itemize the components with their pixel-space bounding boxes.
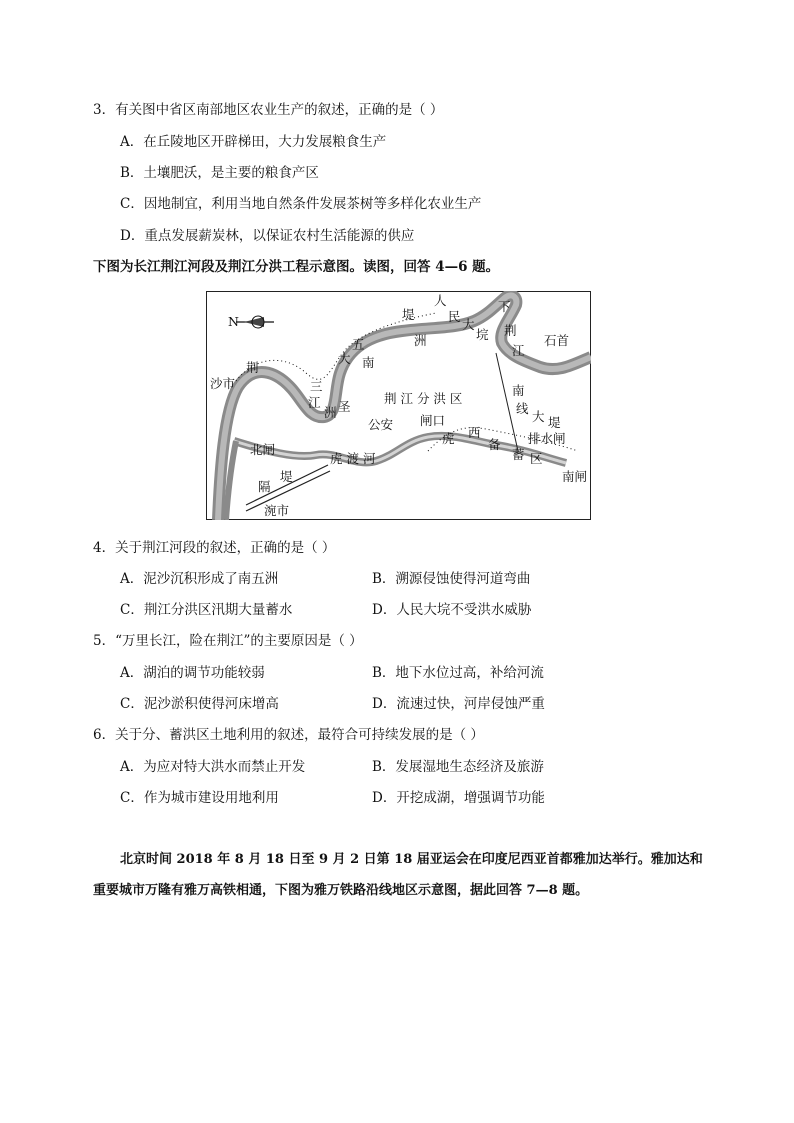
svg-text:民: 民 — [448, 309, 461, 324]
q5-option-c: C．泥沙淤积使得河床增高 — [120, 696, 279, 712]
svg-text:堤: 堤 — [280, 469, 293, 484]
svg-text:西: 西 — [468, 425, 481, 440]
svg-text:圣: 圣 — [338, 399, 351, 414]
svg-text:虎: 虎 — [442, 431, 455, 446]
svg-text:五: 五 — [352, 337, 365, 352]
q3-option-a: A．在丘陵地区开辟梯田，大力发展粮食生产 — [120, 134, 387, 150]
q4-stem: 4．关于荆江河段的叙述，正确的是（ ） — [93, 540, 336, 556]
svg-text:南: 南 — [512, 383, 525, 398]
label-beizha: 北闸 — [250, 442, 276, 457]
svg-text:堤: 堤 — [402, 307, 415, 322]
svg-text:大: 大 — [532, 409, 545, 424]
q3-option-b: B．土壤肥沃，是主要的粮食产区 — [120, 165, 319, 181]
q5-option-a: A．湖泊的调节功能较弱 — [120, 665, 265, 681]
q6-stem: 6．关于分、蓄洪区土地利用的叙述，最符合可持续发展的是（ ） — [93, 727, 484, 743]
q3-stem: 3．有关图中省区南部地区农业生产的叙述，正确的是（ ） — [93, 102, 444, 118]
q5-option-d: D．流速过快，河岸侵蚀严重 — [372, 696, 545, 712]
svg-text:蓄: 蓄 — [512, 447, 525, 462]
intro-q4-6: 下图为长江荆江河段及荆江分洪工程示意图。读图，回答 4—6 题。 — [93, 259, 500, 275]
label-gongan: 公安 — [368, 417, 394, 432]
label-zhakou: 闸口 — [420, 413, 446, 428]
intro-q7-8-line2: 重要城市万隆有雅万高铁相通，下图为雅万铁路沿线地区示意图，据此回答 7—8 题。 — [93, 883, 589, 898]
jingjiang-map — [206, 291, 591, 520]
label-fenhongqu: 荆 江 分 洪 区 — [384, 391, 463, 406]
svg-text:三: 三 — [310, 379, 323, 394]
label-paishuizha: 排水闸 — [528, 431, 566, 446]
label-hudu-river: 虎 渡 河 — [330, 451, 376, 466]
svg-text:堤: 堤 — [548, 415, 561, 430]
svg-text:垸: 垸 — [476, 327, 489, 342]
q3-option-c: C．因地制宜，利用当地自然条件发展茶树等多样化农业生产 — [120, 196, 482, 212]
label-ouchi: 涴市 — [264, 503, 290, 518]
svg-text:区: 区 — [530, 451, 543, 466]
q6-option-a: A．为应对特大洪水而禁止开发 — [120, 759, 306, 775]
label-shashi: 沙市 — [210, 376, 236, 391]
q5-option-b: B．地下水位过高，补给河流 — [372, 665, 544, 681]
svg-text:大: 大 — [462, 317, 475, 332]
svg-text:隔: 隔 — [258, 479, 271, 494]
q6-option-b: B．发展湿地生态经济及旅游 — [372, 759, 544, 775]
label-shishou: 石首 — [544, 333, 570, 348]
svg-text:江: 江 — [512, 343, 525, 358]
svg-text:大: 大 — [338, 351, 351, 366]
svg-text:江: 江 — [308, 395, 321, 410]
label-nanzha: 南闸 — [562, 469, 588, 484]
svg-text:洲: 洲 — [324, 405, 337, 420]
svg-text:荆: 荆 — [504, 323, 517, 338]
svg-text:下: 下 — [498, 299, 511, 314]
svg-text:线: 线 — [516, 401, 529, 416]
q4-option-d: D．人民大垸不受洪水威胁 — [372, 602, 532, 618]
svg-text:洲: 洲 — [414, 333, 427, 348]
svg-text:备: 备 — [488, 437, 501, 452]
q4-option-b: B．溯源侵蚀使得河道弯曲 — [372, 571, 531, 587]
north-label: N — [228, 314, 239, 329]
q4-option-c: C．荆江分洪区汛期大量蓄水 — [120, 602, 293, 618]
svg-text:南: 南 — [362, 355, 375, 370]
svg-text:人: 人 — [434, 293, 447, 308]
svg-text:荆: 荆 — [246, 360, 259, 375]
q6-option-d: D．开挖成湖，增强调节功能 — [372, 790, 545, 806]
q6-option-c: C．作为城市建设用地利用 — [120, 790, 279, 806]
q5-stem: 5．“万里长江，险在荆江”的主要原因是（ ） — [93, 633, 363, 649]
intro-q7-8-line1: 北京时间 2018 年 8 月 18 日至 9 月 2 日第 18 届亚运会在印度尼西亚首都雅加达举行。雅加达和 — [120, 852, 703, 867]
q4-option-a: A．泥沙沉积形成了南五洲 — [120, 571, 279, 587]
q3-option-d: D．重点发展薪炭林，以保证农村生活能源的供应 — [120, 228, 415, 244]
